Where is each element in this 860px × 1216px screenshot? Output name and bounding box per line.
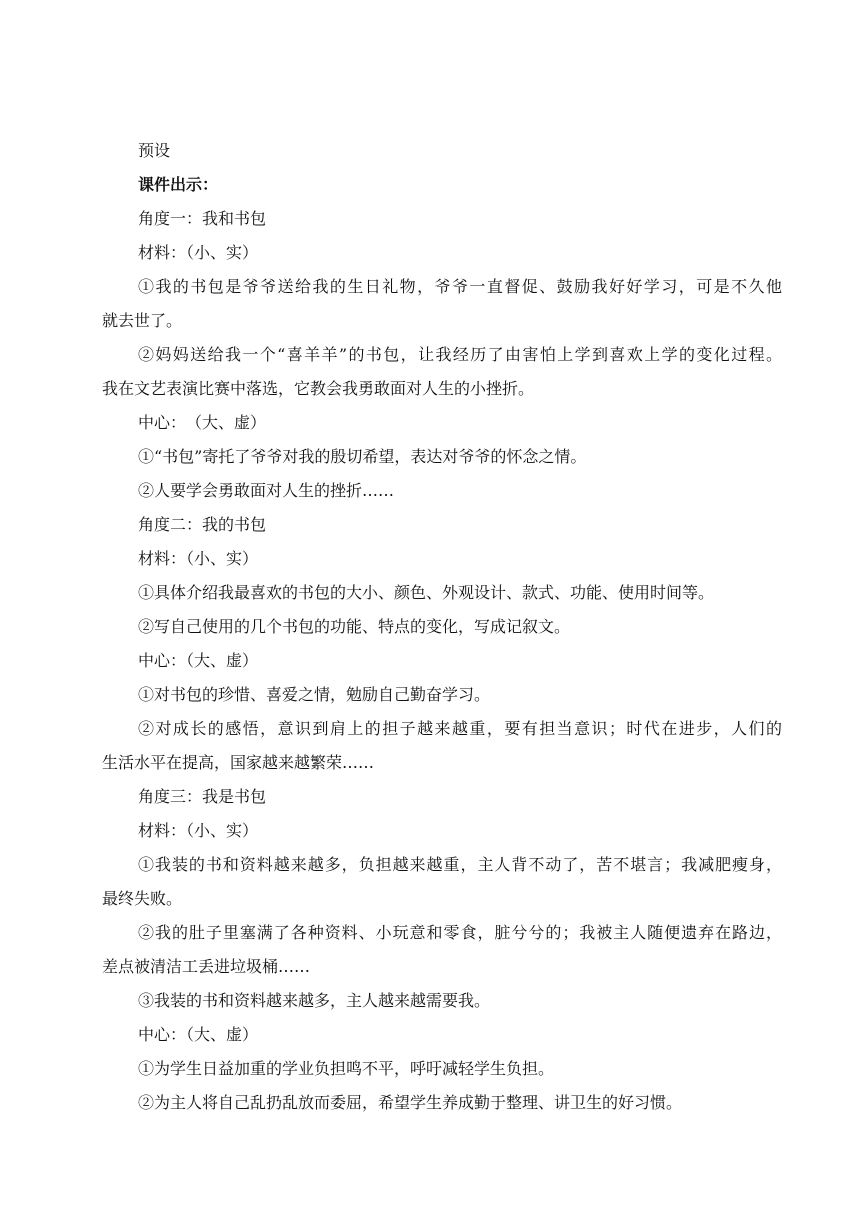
- text-line: [102, 406, 782, 440]
- text-line: [102, 372, 782, 406]
- text-line: [102, 1052, 782, 1086]
- text-line-content: 材料：（小、实）: [138, 549, 259, 568]
- text-line: [102, 746, 782, 780]
- text-line: [102, 610, 782, 644]
- text-line: [102, 916, 782, 950]
- text-line: [102, 474, 782, 508]
- text-line: [102, 508, 782, 542]
- text-line: [102, 440, 782, 474]
- text-line: [102, 678, 782, 712]
- text-line-content: ③我装的书和资料越来越多，主人越来越需要我。: [138, 991, 491, 1010]
- text-line: [102, 950, 782, 984]
- text-line-content: ②妈妈送给我一个“喜羊羊”的书包，让我经历了由害怕上学到喜欢上学的变化过程。: [138, 345, 782, 364]
- text-line-content: 角度一：我和书包: [138, 209, 267, 228]
- text-line: [102, 338, 782, 372]
- text-line: [102, 984, 782, 1018]
- text-line-content: ②为主人将自己乱扔乱放而委屈，希望学生养成勤于整理、讲卫生的好习惯。: [138, 1093, 683, 1112]
- document-body: [102, 134, 782, 1120]
- text-line-content: 我在文艺表演比赛中落选，它教会我勇敢面对人生的小挫折。: [102, 379, 535, 398]
- text-line-content: 中心：（大、虚）: [138, 1025, 259, 1044]
- text-line: [102, 848, 782, 882]
- text-line-content: 中心： （大、虚）: [138, 413, 267, 432]
- text-line-content: 中心：（大、虚）: [138, 651, 259, 670]
- text-line: [102, 1086, 782, 1120]
- text-line: [102, 542, 782, 576]
- text-line-content: ②写自己使用的几个书包的功能、特点的变化，写成记叙文。: [138, 617, 571, 636]
- text-line-content: ②人要学会勇敢面对人生的挫折……: [138, 481, 395, 500]
- text-line-content: ①具体介绍我最喜欢的书包的大小、颜色、外观设计、款式、功能、使用时间等。: [138, 583, 715, 602]
- text-line-content: ①我的书包是爷爷送给我的生日礼物，爷爷一直督促、鼓励我好好学习，可是不久他: [138, 277, 782, 296]
- text-line: [102, 202, 782, 236]
- text-line-content: 预设: [138, 141, 171, 160]
- text-line: [102, 814, 782, 848]
- text-line-content: 角度二：我的书包: [138, 515, 267, 534]
- text-line-content: 材料：（小、实）: [138, 243, 259, 262]
- text-line-content: 角度三：我是书包: [138, 787, 267, 806]
- text-line-content: 最终失败。: [102, 889, 183, 908]
- text-line: [102, 1018, 782, 1052]
- text-line: [102, 134, 782, 168]
- text-line-content: ①对书包的珍惜、喜爱之情，勉励自己勤奋学习。: [138, 685, 491, 704]
- text-line-content: 材料：（小、实）: [138, 821, 259, 840]
- text-line-content: 生活水平在提高，国家越来越繁荣……: [102, 753, 375, 772]
- text-line: [102, 168, 782, 202]
- text-line: [102, 270, 782, 304]
- text-line-content: ①我装的书和资料越来越多，负担越来越重，主人背不动了，苦不堪言；我减肥瘦身，: [138, 855, 782, 874]
- text-line: [102, 882, 782, 916]
- text-line-content: 就去世了。: [102, 311, 183, 330]
- text-line: [102, 576, 782, 610]
- text-line: [102, 712, 782, 746]
- text-line-content: ②我的肚子里塞满了各种资料、小玩意和零食，脏兮兮的；我被主人随便遗弃在路边，: [138, 923, 782, 942]
- text-line-content: ①“书包”寄托了爷爷对我的殷切希望，表达对爷爷的怀念之情。: [138, 447, 587, 466]
- text-line: [102, 780, 782, 814]
- text-line-content: ①为学生日益加重的学业负担鸣不平，呼吁减轻学生负担。: [138, 1059, 555, 1078]
- text-line-content: 课件出示：: [138, 175, 219, 194]
- text-line: [102, 236, 782, 270]
- text-line-content: 差点被清洁工丢进垃圾桶……: [102, 957, 311, 976]
- text-line-content: ②对成长的感悟，意识到肩上的担子越来越重，要有担当意识；时代在进步，人们的: [138, 719, 782, 738]
- text-line: [102, 644, 782, 678]
- text-line: [102, 304, 782, 338]
